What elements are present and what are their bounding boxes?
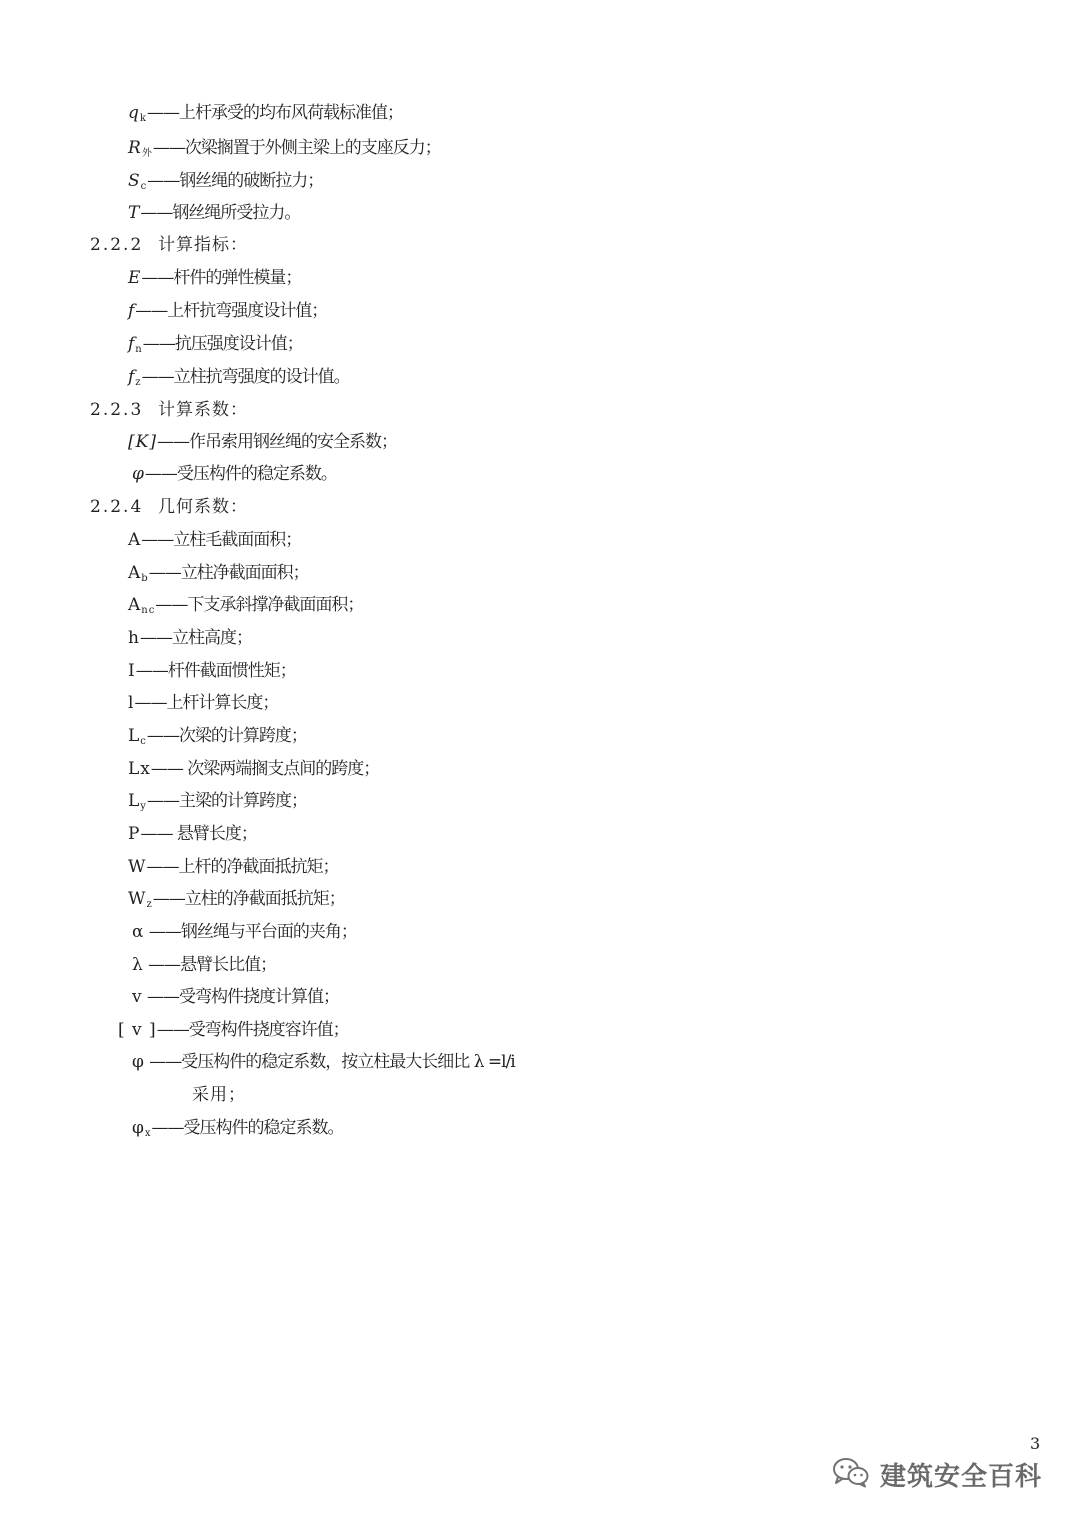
symbol: W bbox=[128, 889, 147, 909]
definition-line bbox=[128, 887, 345, 917]
definition-line bbox=[128, 201, 300, 231]
symbol: A bbox=[128, 530, 142, 550]
definition-line bbox=[128, 561, 309, 591]
definition-line bbox=[118, 1018, 349, 1048]
definition-text: ——次梁搁置于外侧主梁上的支座反力； bbox=[152, 138, 441, 158]
section-title: 几何系数： bbox=[158, 497, 248, 517]
definition-line bbox=[128, 365, 350, 395]
symbol: h bbox=[128, 628, 140, 648]
symbol: φ bbox=[132, 464, 145, 484]
section-number: 2.2.3 bbox=[90, 400, 144, 420]
definition-line bbox=[128, 659, 296, 689]
definition-text: ——受压构件的稳定系数。 bbox=[144, 464, 337, 484]
definition-line bbox=[128, 169, 323, 199]
watermark bbox=[832, 1454, 1042, 1494]
definition-text: ——钢丝绳与平台面的夹角； bbox=[144, 922, 357, 942]
definition-text: ——钢丝绳所受拉力。 bbox=[140, 203, 301, 223]
definition-text: ——立柱的净截面抵抗矩； bbox=[152, 889, 345, 909]
definition-text: ——上杆承受的均布风荷载标准值； bbox=[146, 103, 403, 123]
symbol: Lx bbox=[128, 759, 151, 779]
section-title: 计算指标： bbox=[158, 235, 248, 255]
page-number: 3 bbox=[1030, 1434, 1041, 1453]
definition-line bbox=[128, 266, 301, 296]
symbol: α bbox=[132, 922, 145, 942]
symbol: A bbox=[128, 595, 142, 615]
symbol: E bbox=[128, 268, 142, 288]
definition-text: ——立柱抗弯强度的设计值。 bbox=[141, 367, 350, 387]
section-heading bbox=[90, 233, 248, 257]
definition-line bbox=[132, 953, 276, 983]
symbol-subscript: c bbox=[140, 736, 147, 747]
symbol: φ bbox=[132, 1052, 145, 1072]
symbol-subscript: 外 bbox=[141, 148, 153, 159]
definition-text: ——立柱毛截面面积； bbox=[141, 530, 302, 550]
definition-text: ——上杆计算长度； bbox=[134, 693, 279, 713]
definition-text: ——下支承斜撑净截面面积； bbox=[155, 595, 364, 615]
symbol-subscript: x bbox=[144, 1128, 152, 1139]
symbol: I bbox=[128, 661, 136, 681]
symbol: f bbox=[128, 301, 136, 321]
definition-text: ——立柱高度； bbox=[139, 628, 252, 648]
symbol-subscript: k bbox=[139, 113, 147, 124]
definition-text: ——杆件截面惯性矩； bbox=[135, 661, 296, 681]
definition-text: ——悬臂长比值； bbox=[143, 955, 277, 975]
symbol-subscript: z bbox=[146, 899, 153, 910]
symbol-subscript: z bbox=[135, 377, 142, 388]
section-heading bbox=[90, 398, 248, 422]
definition-text: —— 悬臂长度； bbox=[140, 824, 257, 844]
definition-text: ——上杆的净截面抵抗矩； bbox=[146, 857, 339, 877]
definition-line bbox=[132, 1050, 515, 1080]
section-number: 2.2.4 bbox=[90, 497, 144, 517]
symbol: l bbox=[128, 693, 135, 713]
symbol: P bbox=[128, 824, 141, 844]
symbol: W bbox=[128, 857, 147, 877]
symbol: A bbox=[128, 563, 142, 583]
continuation-line bbox=[192, 1083, 246, 1107]
definition-text: ——受弯构件挠度容许值； bbox=[156, 1020, 349, 1040]
symbol-subscript: b bbox=[141, 573, 149, 584]
symbol-subscript: nc bbox=[141, 605, 156, 616]
definition-text: ——立柱净截面面积； bbox=[148, 563, 309, 583]
symbol: v bbox=[132, 987, 143, 1007]
symbol: T bbox=[128, 203, 141, 223]
symbol: φ bbox=[132, 1118, 145, 1138]
symbol: S bbox=[128, 171, 141, 191]
definition-text: ——受压构件的稳定系数。 bbox=[151, 1118, 344, 1138]
definition-text: ——受弯构件挠度计算值； bbox=[142, 987, 340, 1007]
symbol-subscript: c bbox=[140, 181, 148, 192]
definition-line bbox=[128, 299, 327, 329]
definition-line bbox=[128, 136, 441, 166]
symbol: f bbox=[128, 334, 136, 354]
definition-line bbox=[128, 789, 307, 819]
definition-line bbox=[128, 593, 363, 623]
symbol: L bbox=[128, 726, 141, 746]
symbol: f bbox=[128, 367, 136, 387]
definition-line bbox=[128, 626, 252, 656]
definition-text: ——抗压强度设计值； bbox=[142, 334, 303, 354]
symbol: λ bbox=[132, 955, 144, 975]
definition-line bbox=[128, 822, 257, 852]
definition-line bbox=[128, 430, 397, 460]
definition-text: ——主梁的计算跨度； bbox=[146, 791, 307, 811]
symbol: L bbox=[128, 791, 141, 811]
symbol-subscript: y bbox=[140, 801, 147, 812]
definition-line bbox=[132, 920, 357, 950]
definition-text: ——上杆抗弯强度设计值； bbox=[135, 301, 328, 321]
definition-line bbox=[128, 528, 301, 558]
definition-line bbox=[128, 101, 403, 131]
definition-line bbox=[128, 757, 379, 787]
definition-text: ——杆件的弹性模量； bbox=[141, 268, 302, 288]
definition-text: ——作吊索用钢丝绳的安全系数； bbox=[156, 432, 397, 452]
section-number: 2.2.2 bbox=[90, 235, 144, 255]
definition-line bbox=[132, 462, 337, 492]
symbol: q bbox=[128, 103, 140, 123]
definition-line bbox=[128, 724, 307, 754]
symbol: R bbox=[128, 138, 142, 158]
symbol-subscript: n bbox=[135, 344, 143, 355]
section-heading bbox=[90, 495, 248, 519]
definition-text: —— 次梁两端搁支点间的跨度； bbox=[150, 759, 380, 779]
definition-text: ——次梁的计算跨度； bbox=[146, 726, 307, 746]
definition-line bbox=[128, 332, 303, 362]
symbol: [ v ] bbox=[118, 1020, 157, 1040]
definition-line bbox=[128, 691, 278, 721]
definition-line bbox=[132, 1116, 344, 1146]
definition-text: ——受压构件的稳定系数，按立柱最大长细比 λ =l/i bbox=[144, 1052, 515, 1072]
section-title: 计算系数： bbox=[158, 400, 248, 420]
watermark-text: 建筑安全百科 bbox=[880, 1461, 1043, 1492]
definition-text: ——钢丝绳的破断拉力； bbox=[147, 171, 324, 191]
wechat-icon bbox=[832, 1456, 880, 1492]
definition-line bbox=[132, 985, 339, 1015]
continuation-text: 采用； bbox=[192, 1085, 246, 1105]
definition-line bbox=[128, 855, 338, 885]
symbol: [K] bbox=[128, 432, 157, 452]
